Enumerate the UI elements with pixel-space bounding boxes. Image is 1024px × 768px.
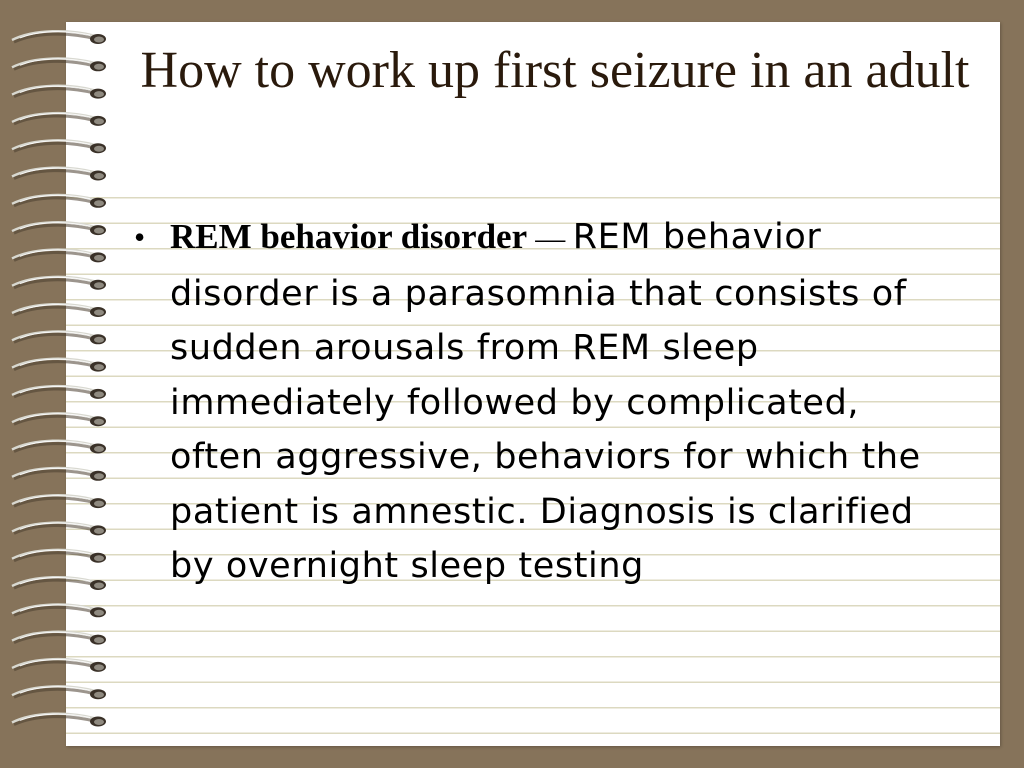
spiral-ring-icon	[12, 86, 106, 99]
spiral-ring-icon	[12, 195, 106, 208]
spiral-ring-icon	[12, 113, 106, 126]
spiral-ring-icon	[12, 386, 106, 399]
bullet-marker: •	[134, 219, 146, 255]
spiral-ring-icon	[12, 413, 106, 426]
spiral-ring-icon	[12, 523, 106, 536]
bullet-term: REM behavior disorder	[170, 217, 536, 256]
spiral-ring-icon	[12, 304, 106, 317]
bullet-item	[130, 210, 960, 594]
spiral-ring-icon	[12, 577, 106, 590]
spiral-ring-icon	[12, 686, 106, 699]
spiral-ring-icon	[12, 31, 106, 44]
spiral-ring-icon	[12, 140, 106, 153]
spiral-ring-icon	[12, 441, 106, 454]
spiral-ring-icon	[12, 168, 106, 181]
spiral-ring-icon	[12, 222, 106, 235]
spiral-ring-icon	[12, 632, 106, 645]
bullet-list	[130, 210, 960, 594]
spiral-ring-icon	[12, 659, 106, 672]
spiral-ring-icon	[12, 359, 106, 372]
paper-bottom-margin	[66, 736, 1000, 746]
spiral-ring-icon	[12, 250, 106, 263]
spiral-ring-icon	[12, 550, 106, 563]
spiral-ring-icon	[12, 714, 106, 727]
spiral-binding-icon	[0, 0, 120, 768]
slide-title: How to work up first seizure in an adult	[140, 42, 970, 99]
spiral-ring-icon	[12, 58, 106, 71]
bullet-text: REM behavior disorder is a parasomnia that consists of sudden arousals from REM sleep immediately followed by complicated, often aggressive, behaviors for which the patient is amnestic. Diagnosis is clarified by overnight sleep testing	[170, 217, 921, 586]
spiral-ring-icon	[12, 495, 106, 508]
spiral-ring-icon	[12, 331, 106, 344]
spiral-ring-icon	[12, 468, 106, 481]
spiral-ring-icon	[12, 277, 106, 290]
spiral-ring-icon	[12, 604, 106, 617]
bullet-dash: —	[535, 222, 573, 255]
